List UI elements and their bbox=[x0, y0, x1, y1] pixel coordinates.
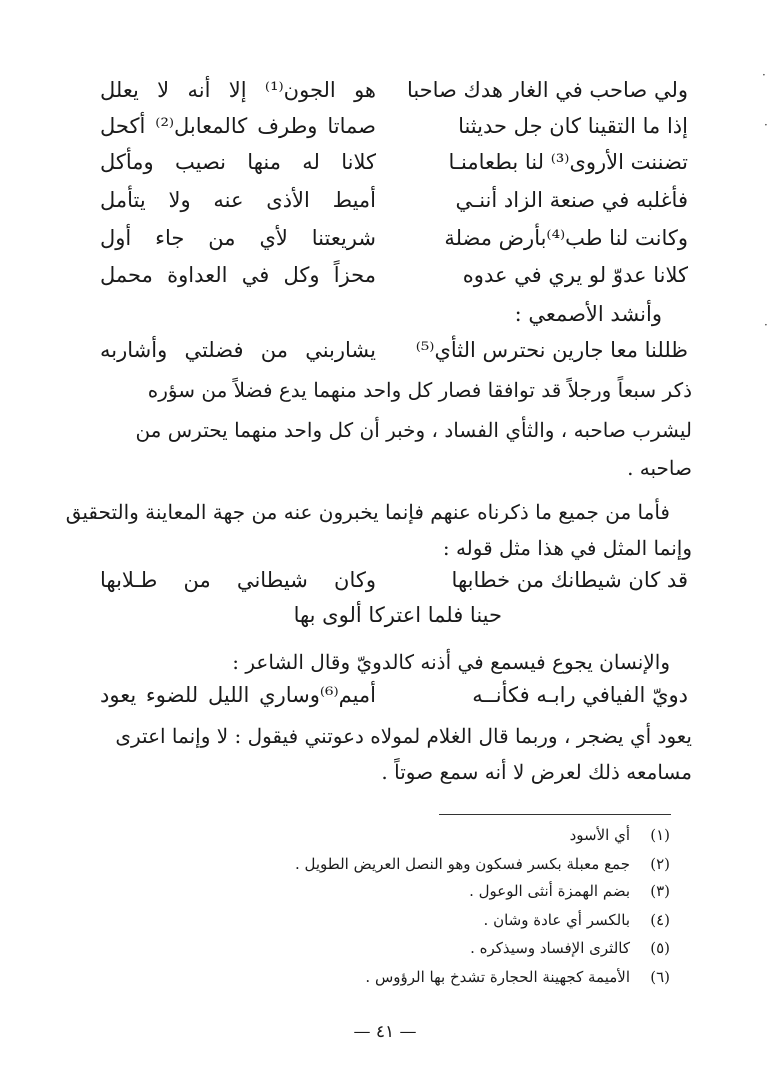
hemistich-second: وكان شيطاني من طـلابها bbox=[100, 568, 376, 592]
footnote bbox=[570, 826, 670, 844]
hemistich-first: ولي صاحب في الغار هدك صاحبا bbox=[406, 78, 688, 102]
couplet bbox=[100, 188, 688, 224]
couplet bbox=[100, 263, 688, 299]
hemistich-second: يشاربني من فضلتي وأشاربه bbox=[100, 338, 376, 362]
hemistich-second: صماتا وطرف كالمعابل⁽²⁾ أكحل bbox=[100, 114, 377, 138]
hemistich-second: شريعتنا لأي من جاء أول bbox=[100, 226, 376, 250]
hemistich-first: إذا ما التقينا كان جل حديثنا bbox=[458, 114, 688, 138]
prose-line: يعود أي يضجر ، وربما قال الغلام لمولاه دعوتني فيقول : لا وإنما اعترى bbox=[115, 724, 692, 748]
couplet bbox=[100, 338, 688, 374]
prose-line: صاحبه . bbox=[627, 456, 692, 480]
prose-line: والإنسان يجوع فيسمع في أذنه كالدويّ وقال الشاعر : bbox=[232, 650, 670, 674]
footnote-text: كالثرى الإفساد وسيذكره . bbox=[470, 939, 630, 957]
footnote-number: (٦) bbox=[650, 968, 670, 986]
couplet bbox=[100, 568, 688, 604]
footnote-text: بضم الهمزة أنثى الوعول . bbox=[469, 882, 630, 900]
prose-line: ذكر سبعاً ورجلاً قد توافقا فصار كل واحد منهما يدع فضلاً من سؤره bbox=[147, 378, 692, 402]
footnote-number: (٥) bbox=[650, 939, 670, 957]
footnote bbox=[469, 882, 670, 900]
scan-speck: · bbox=[764, 118, 768, 132]
scan-speck: · bbox=[762, 68, 766, 82]
footnote bbox=[470, 939, 670, 957]
hemistich-first: تضننت الأروى⁽³⁾ لنا بطعامنـا bbox=[448, 150, 688, 174]
footnote-rule bbox=[439, 814, 671, 815]
hemistich-first: ظللنا معا جارين نحترس الثأي⁽⁵⁾ bbox=[415, 338, 688, 362]
footnote-number: (٤) bbox=[650, 911, 670, 929]
footnote-number: (٣) bbox=[650, 882, 670, 900]
couplet bbox=[100, 683, 688, 719]
couplet bbox=[100, 226, 688, 262]
intro-line: وأنشد الأصمعي : bbox=[514, 302, 662, 326]
page-number: — ٤١ — bbox=[353, 1022, 417, 1042]
hemistich-first: كلانا عدوّ لو يري في عدوه bbox=[462, 263, 688, 287]
footnote-text: جمع معبلة بكسر فسكون وهو النصل العريض الطويل . bbox=[294, 855, 630, 873]
hemistich-second: هو الجون⁽¹⁾ إلا أنه لا يعلل bbox=[100, 78, 376, 102]
prose-line: مسامعه ذلك لعرض لا أنه سمع صوتاً . bbox=[381, 760, 692, 784]
scan-speck: · bbox=[764, 318, 768, 332]
hemistich-second: أميط الأذى عنه ولا يتأمل bbox=[100, 188, 376, 212]
hemistich-first: قد كان شيطانك من خطابها bbox=[451, 568, 688, 592]
footnote-number: (٢) bbox=[650, 855, 670, 873]
hemistich-second: محزاً وكل في العداوة محمل bbox=[100, 263, 376, 287]
prose-line: وإنما المثل في هذا مثل قوله : bbox=[442, 536, 692, 560]
verse-line: حينا فلما اعتركا ألوى بها bbox=[293, 603, 502, 627]
footnote bbox=[365, 968, 670, 986]
hemistich-first: وكانت لنا طب⁽⁴⁾بأرض مضلة bbox=[444, 226, 688, 250]
footnote-text: أي الأسود bbox=[569, 826, 630, 844]
couplet bbox=[100, 150, 688, 186]
couplet bbox=[100, 78, 688, 114]
footnote-text: بالكسر أي عادة وشان . bbox=[483, 911, 630, 929]
prose-line: ليشرب صاحبه ، والثأي الفساد ، وخبر أن كل واحد منهما يحترس من bbox=[135, 418, 692, 442]
hemistich-second: كلانا له منها نصيب ومأكل bbox=[100, 150, 376, 174]
prose-line: فأما من جميع ما ذكرناه عنهم فإنما يخبرون عنه من جهة المعاينة والتحقيق bbox=[65, 500, 670, 524]
footnote bbox=[295, 855, 670, 873]
hemistich-first: فأغلبه في صنعة الزاد أننـي bbox=[455, 188, 688, 212]
footnote-text: الأميمة كجهينة الحجارة تشدخ بها الرؤوس . bbox=[365, 968, 630, 986]
footnote bbox=[484, 911, 670, 929]
footnote-number: (١) bbox=[650, 826, 670, 844]
hemistich-second: أميم⁽⁶⁾وساري الليل للضوء يعود bbox=[100, 683, 376, 707]
couplet bbox=[100, 114, 688, 150]
hemistich-first: دويّ الفيافي رابـه فكأنــه bbox=[472, 683, 688, 707]
